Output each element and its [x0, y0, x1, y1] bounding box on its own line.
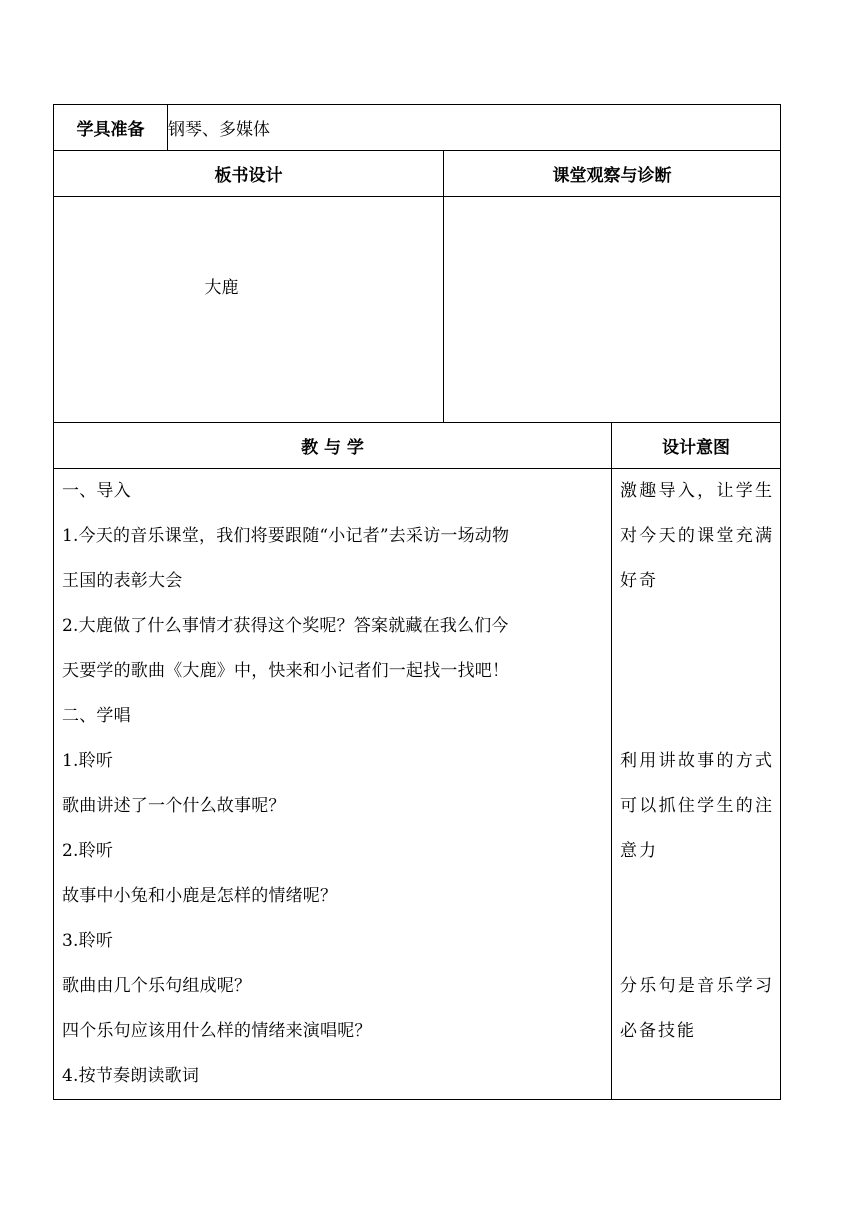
prep-label: 学具准备 — [54, 105, 168, 151]
teach-line: 王国的表彰大会 — [62, 571, 183, 591]
board-design-title: 大鹿 — [204, 278, 239, 298]
class-observation-header: 课堂观察与诊断 — [444, 151, 781, 197]
teach-line: 4.按节奏朗读歌词 — [62, 1066, 200, 1086]
teach-line: 2.聆听 — [62, 841, 114, 861]
teach-body-row — [54, 469, 781, 1100]
lesson-plan-table — [53, 104, 781, 1100]
intent-notes — [612, 469, 780, 1054]
board-design-cell — [54, 197, 444, 423]
board-header-row — [54, 151, 781, 197]
intent-note-phrases: 分乐句是音乐学习必备技能 — [620, 976, 775, 1041]
design-intent-header: 设计意图 — [612, 423, 781, 469]
teach-line: 歌曲讲述了一个什么故事呢？ — [62, 796, 286, 816]
class-observation-cell — [444, 197, 781, 423]
teach-line: 1.今天的音乐课堂，我们将要跟随“小记者”去采访一场动物 — [62, 526, 510, 546]
teach-line: 歌曲由几个乐句组成呢？ — [62, 976, 252, 996]
teach-line: 故事中小兔和小鹿是怎样的情绪呢？ — [62, 886, 338, 906]
teach-line: 四个乐句应该用什么样的情绪来演唱呢？ — [62, 1021, 372, 1041]
teach-learn-header: 教 与 学 — [54, 423, 612, 469]
intent-note-intro: 激趣导入，让学生对今天的课堂充满好奇 — [620, 481, 775, 591]
board-design-header: 板书设计 — [54, 151, 444, 197]
prep-value: 钢琴、多媒体 — [168, 105, 781, 151]
teach-lines — [54, 469, 611, 1099]
teach-line: 3.聆听 — [62, 931, 114, 951]
board-body-row — [54, 197, 781, 423]
teach-content-cell — [54, 469, 612, 1100]
teach-line: 2.大鹿做了什么事情才获得这个奖呢？答案就藏在我么们今 — [62, 616, 509, 636]
teach-line: 天要学的歌曲《大鹿》中，快来和小记者们一起找一找吧！ — [62, 661, 510, 681]
teach-line: 二、学唱 — [62, 706, 131, 726]
teach-header-row — [54, 423, 781, 469]
teach-line: 一、导入 — [62, 481, 131, 501]
teach-line: 1.聆听 — [62, 751, 114, 771]
prep-row — [54, 105, 781, 151]
design-intent-cell — [612, 469, 781, 1100]
intent-note-story: 利用讲故事的方式可以抓住学生的注意力 — [620, 751, 775, 861]
